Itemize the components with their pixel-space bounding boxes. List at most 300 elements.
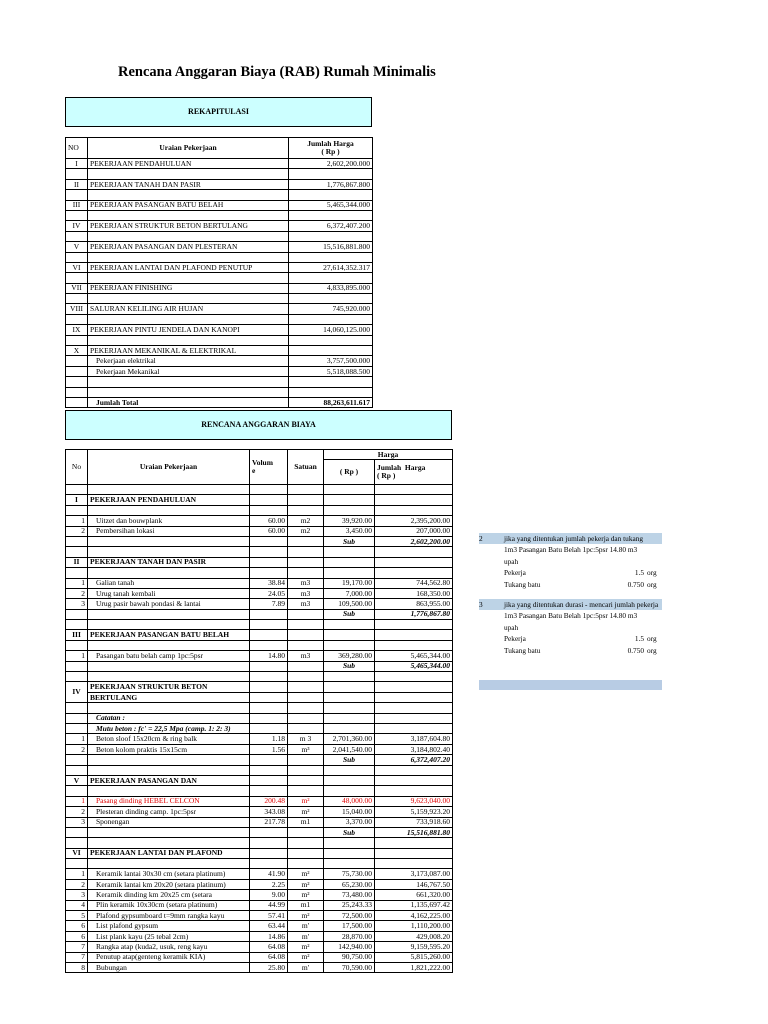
cell: [375, 505, 453, 515]
subtotal-row: [66, 755, 453, 765]
table-row: [66, 346, 373, 356]
document-title: Rencana Anggaran Biaya (RAB) Rumah Minimalis: [118, 64, 436, 80]
row-number: IV: [66, 221, 88, 231]
item-jumlah: 3,173,087.00: [375, 869, 453, 879]
cell: [324, 723, 375, 733]
cell: [66, 485, 88, 495]
cell: [324, 620, 375, 630]
cell: [88, 661, 250, 671]
cell: [289, 335, 373, 345]
cell: [250, 859, 288, 869]
sub-value: 3,757,500.000: [289, 356, 373, 366]
rab-table: [65, 449, 453, 973]
item-harga: 48,000.00: [324, 796, 375, 806]
cell: [88, 568, 250, 578]
item-number: 8: [66, 962, 88, 972]
side-note-row: [479, 579, 662, 590]
item-harga: 3,370.00: [324, 817, 375, 827]
section-title: PEKERJAAN TANAH DAN PASIR: [88, 557, 250, 567]
item-uraian: Penutup atap(genteng keramik KIA): [88, 952, 250, 962]
item-harga: 3,450.00: [324, 526, 375, 536]
cell: [324, 640, 375, 650]
spacer-row: [66, 377, 373, 387]
spacer-row: [66, 640, 453, 650]
item-row: [66, 599, 453, 609]
spacer-row: [66, 838, 453, 848]
item-uraian: Plafond gypsumboard t=9mm rangka kayu: [88, 911, 250, 921]
cell: [88, 859, 250, 869]
row-harga: 5,465,344.000: [289, 200, 373, 210]
cell: [88, 169, 289, 179]
item-satuan: m 3: [288, 734, 324, 744]
item-harga: 19,170.00: [324, 578, 375, 588]
item-volume: 14.86: [250, 931, 288, 941]
cell: [324, 682, 375, 692]
cell: [88, 547, 250, 557]
total-value: 88,263,611.617: [289, 397, 373, 407]
item-row: [66, 817, 453, 827]
cell: [88, 505, 250, 515]
item-volume: 64.08: [250, 952, 288, 962]
cell: [288, 827, 324, 837]
cell: [250, 505, 288, 515]
spacer-row: [66, 703, 453, 713]
cell: [324, 703, 375, 713]
item-satuan: m3: [288, 651, 324, 661]
sub-total: 15,516,881.80: [375, 827, 453, 837]
cell: [88, 252, 289, 262]
side-note-number: 2: [479, 534, 483, 543]
rekap-band: REKAPITULASI: [65, 97, 372, 127]
header-row: [66, 450, 453, 460]
header-no: NO: [66, 138, 88, 159]
item-uraian: Urug tanah kembali: [88, 588, 250, 598]
section-number: III: [66, 630, 88, 640]
header-uraian: Uraian Pekerjaan: [88, 138, 289, 159]
cell: [375, 547, 453, 557]
cell: [88, 190, 289, 200]
header-jumlah: Jumlah Harga ( Rp ): [375, 460, 453, 485]
section-number: V: [66, 775, 88, 785]
item-number: 2: [66, 744, 88, 754]
cell: [250, 827, 288, 837]
side-note: [479, 599, 662, 656]
spacer-row: [66, 169, 373, 179]
cell: [66, 620, 88, 630]
sub-total: 6,372,407.20: [375, 755, 453, 765]
side-note-value: 0.750: [627, 579, 644, 589]
item-number: 2: [66, 588, 88, 598]
cell: [324, 713, 375, 723]
cell: [324, 547, 375, 557]
spacer-row: [66, 252, 373, 262]
cell: [288, 640, 324, 650]
cell: [66, 356, 88, 366]
item-satuan: m1: [288, 900, 324, 910]
cell: [375, 765, 453, 775]
item-satuan: m2: [288, 526, 324, 536]
cell: [250, 485, 288, 495]
side-note-value: 1.5: [634, 568, 644, 578]
item-number: 7: [66, 942, 88, 952]
cell: [375, 672, 453, 682]
cell: [375, 495, 453, 505]
cell: [324, 859, 375, 869]
side-note-unit: org: [647, 645, 657, 655]
spacer-row: [66, 485, 453, 495]
row-number: VIII: [66, 304, 88, 314]
item-row: [66, 952, 453, 962]
side-note-value: 1.5: [634, 634, 644, 644]
item-volume: 2.25: [250, 879, 288, 889]
section-row: [66, 682, 453, 692]
cell: [289, 377, 373, 387]
cell: [288, 838, 324, 848]
spacer-row: [66, 765, 453, 775]
cell: [375, 630, 453, 640]
cell: [324, 630, 375, 640]
row-number: VI: [66, 262, 88, 272]
item-uraian: Sponengan: [88, 817, 250, 827]
item-harga: 2,041,540.00: [324, 744, 375, 754]
cell: [66, 838, 88, 848]
cell: [324, 672, 375, 682]
row-uraian: PEKERJAAN PASANGAN DAN PLESTERAN: [88, 242, 289, 252]
item-satuan: m2: [288, 516, 324, 526]
item-volume: 24.05: [250, 588, 288, 598]
item-volume: 1.56: [250, 744, 288, 754]
row-uraian: PEKERJAAN PINTU JENDELA DAN KANOPI: [88, 325, 289, 335]
table-row: [66, 356, 373, 366]
side-note-label: Pekerja: [504, 568, 526, 578]
sub-total: 1,776,867.80: [375, 609, 453, 619]
item-row: [66, 890, 453, 900]
side-note-unit: org: [647, 579, 657, 589]
cell: [88, 536, 250, 546]
item-jumlah: 1,821,222.00: [375, 962, 453, 972]
item-volume: 14.80: [250, 651, 288, 661]
item-jumlah: 863,955.00: [375, 599, 453, 609]
item-number: 6: [66, 921, 88, 931]
cell: [375, 775, 453, 785]
item-number: 2: [66, 879, 88, 889]
spacer-row: [66, 505, 453, 515]
row-number: I: [66, 159, 88, 169]
row-harga: 15,516,881.800: [289, 242, 373, 252]
cell: [250, 536, 288, 546]
item-uraian: Pasangan batu belah camp 1pc:5psr: [88, 651, 250, 661]
row-uraian: PEKERJAAN FINISHING: [88, 283, 289, 293]
item-uraian: Bubungan: [88, 962, 250, 972]
side-note-text: 1m3 Pasangan Batu Belah 1pc:5psr 14.80 m3: [504, 545, 638, 555]
item-harga: 65,230.00: [324, 879, 375, 889]
cell: [375, 848, 453, 858]
cell: [324, 568, 375, 578]
cell: [288, 713, 324, 723]
cell: [66, 169, 88, 179]
side-note-text: upah: [504, 556, 519, 566]
item-uraian: Beton kolom praktis 15x15cm: [88, 744, 250, 754]
header-rp: ( Rp ): [324, 460, 375, 485]
cell: [288, 786, 324, 796]
cell: [66, 713, 88, 723]
item-jumlah: 5,159,923.20: [375, 807, 453, 817]
cell: [66, 703, 88, 713]
item-satuan: m': [288, 962, 324, 972]
cell: [375, 568, 453, 578]
row-number: VII: [66, 283, 88, 293]
item-row: [66, 931, 453, 941]
cell: [288, 755, 324, 765]
item-uraian: Uitzet dan bouwplank: [88, 516, 250, 526]
cell: [324, 505, 375, 515]
cell: [88, 786, 250, 796]
section-number: II: [66, 557, 88, 567]
item-harga: 73,480.00: [324, 890, 375, 900]
cell: [250, 682, 288, 692]
spacer-row: [66, 210, 373, 220]
item-uraian: Urug pasir bawah pondasi & lantai: [88, 599, 250, 609]
section-number: VI: [66, 848, 88, 858]
cell: [288, 775, 324, 785]
item-volume: 60.00: [250, 526, 288, 536]
spacer-row: [66, 859, 453, 869]
cell: [288, 620, 324, 630]
cell: [288, 661, 324, 671]
item-volume: 38.84: [250, 578, 288, 588]
side-note-label: Pekerja: [504, 634, 526, 644]
item-satuan: m': [288, 921, 324, 931]
cell: [375, 682, 453, 692]
cell: [250, 786, 288, 796]
cell: [66, 640, 88, 650]
item-volume: 25.80: [250, 962, 288, 972]
item-volume: 343.08: [250, 807, 288, 817]
cell: [250, 630, 288, 640]
item-number: 3: [66, 599, 88, 609]
item-number: 3: [66, 890, 88, 900]
cell: [324, 485, 375, 495]
section-note: Mutu beton : fc' = 22,5 Mpa (camp. 1: 2: 3): [88, 723, 250, 733]
item-volume: 200.48: [250, 796, 288, 806]
cell: [88, 377, 289, 387]
side-note-title: jika yang ditentukan durasi - mencari jumlah pekerja: [504, 600, 659, 609]
header-satuan: Satuan: [288, 450, 324, 485]
cell: [375, 786, 453, 796]
item-satuan: m²: [288, 911, 324, 921]
item-jumlah: 9,159,595.20: [375, 942, 453, 952]
item-row: [66, 869, 453, 879]
table-row: [66, 304, 373, 314]
row-number: V: [66, 242, 88, 252]
section-note: Catatan :: [88, 713, 250, 723]
subtotal-row: [66, 661, 453, 671]
cell: [88, 827, 250, 837]
side-note-text: 1m3 Pasangan Batu Belah 1pc:5psr 14.80 m3: [504, 611, 638, 621]
cell: [250, 495, 288, 505]
item-harga: 90,750.00: [324, 952, 375, 962]
cell: [66, 314, 88, 324]
cell: [289, 314, 373, 324]
spacer-row: [66, 231, 373, 241]
item-row: [66, 921, 453, 931]
cell: [288, 703, 324, 713]
cell: [375, 485, 453, 495]
item-satuan: m3: [288, 599, 324, 609]
item-jumlah: 3,184,802.40: [375, 744, 453, 754]
cell: [289, 273, 373, 283]
cell: [66, 536, 88, 546]
item-row: [66, 588, 453, 598]
cell: [324, 848, 375, 858]
item-harga: 25,243.33: [324, 900, 375, 910]
item-volume: 44.99: [250, 900, 288, 910]
item-uraian: Pasang dinding HEBEL CELCON: [88, 796, 250, 806]
table-row: [66, 179, 373, 189]
item-satuan: m²: [288, 879, 324, 889]
section-row: [66, 630, 453, 640]
cell: [289, 169, 373, 179]
item-harga: 15,040.00: [324, 807, 375, 817]
cell: [250, 672, 288, 682]
item-row: [66, 911, 453, 921]
side-note-header: [479, 533, 662, 544]
cell: [324, 495, 375, 505]
row-uraian: PEKERJAAN PASANGAN BATU BELAH: [88, 200, 289, 210]
side-note-number: 3: [479, 600, 483, 609]
total-row: [66, 397, 373, 407]
spacer-row: [66, 620, 453, 630]
item-jumlah: 5,465,344.00: [375, 651, 453, 661]
cell: [288, 485, 324, 495]
cell: [250, 713, 288, 723]
item-harga: 39,920.00: [324, 516, 375, 526]
cell: [250, 547, 288, 557]
sub-total: 2,602,200.00: [375, 536, 453, 546]
item-uraian: Plin keramik 10x30cm (setara platinum): [88, 900, 250, 910]
cell: [66, 397, 88, 407]
cell: [288, 672, 324, 682]
cell: [324, 786, 375, 796]
item-satuan: m²: [288, 796, 324, 806]
cell: [288, 505, 324, 515]
cell: [66, 190, 88, 200]
item-volume: 1.18: [250, 734, 288, 744]
row-number: IX: [66, 325, 88, 335]
section-title: PEKERJAAN STRUKTUR BETON: [88, 682, 250, 692]
spacer-row: [66, 387, 373, 397]
cell: [66, 505, 88, 515]
side-note-line: [479, 610, 662, 621]
item-uraian: Plesteran dinding camp. 1pc:5psr: [88, 807, 250, 817]
note-row: [66, 723, 453, 733]
cell: [66, 609, 88, 619]
item-row: [66, 744, 453, 754]
header-harga: Jumlah Harga ( Rp ): [289, 138, 373, 159]
header-row: [66, 138, 373, 159]
cell: [250, 620, 288, 630]
item-row: [66, 900, 453, 910]
row-uraian: PEKERJAAN PENDAHULUAN: [88, 159, 289, 169]
item-jumlah: 2,395,200.00: [375, 516, 453, 526]
item-uraian: Keramik lantai km 20x20 (setara platinum): [88, 879, 250, 889]
item-row: [66, 578, 453, 588]
row-uraian: PEKERJAAN LANTAI DAN PLAFOND PENUTUP: [88, 262, 289, 272]
side-note-header: [479, 599, 662, 610]
cell: [250, 557, 288, 567]
side-note-title: jika yang ditentukan jumlah pekerja dan tukang: [504, 534, 644, 543]
cell: [288, 859, 324, 869]
cell: [289, 387, 373, 397]
cell: [288, 568, 324, 578]
table-row: [66, 242, 373, 252]
cell: [88, 703, 250, 713]
item-uraian: Keramik lantai 30x30 cm (setara platinum): [88, 869, 250, 879]
item-row: [66, 651, 453, 661]
side-note-row: [479, 633, 662, 644]
spacer-row: [66, 786, 453, 796]
section-row: [66, 557, 453, 567]
row-harga: 745,920.000: [289, 304, 373, 314]
item-volume: 64.08: [250, 942, 288, 952]
row-uraian: PEKERJAAN STRUKTUR BETON BERTULANG: [88, 221, 289, 231]
cell: [250, 775, 288, 785]
cell: [88, 672, 250, 682]
header-harga: Harga: [324, 450, 453, 460]
cell: [66, 661, 88, 671]
side-note-label: Tukang batu: [504, 645, 541, 655]
section-row: [66, 775, 453, 785]
section-row: [66, 692, 453, 702]
cell: [288, 682, 324, 692]
item-uraian: List plank kayu (25 tebal 2cm): [88, 931, 250, 941]
cell: [66, 859, 88, 869]
cell: [66, 786, 88, 796]
cell: [375, 838, 453, 848]
cell: [66, 294, 88, 304]
item-jumlah: 3,187,604.80: [375, 734, 453, 744]
subtotal-row: [66, 536, 453, 546]
item-jumlah: 661,320.00: [375, 890, 453, 900]
cell: [88, 609, 250, 619]
section-title: PEKERJAAN PASANGAN DAN: [88, 775, 250, 785]
cell: [289, 231, 373, 241]
side-note-unit: org: [647, 568, 657, 578]
cell: [375, 620, 453, 630]
item-harga: 70,590.00: [324, 962, 375, 972]
item-number: 1: [66, 651, 88, 661]
cell: [88, 620, 250, 630]
cell: [66, 755, 88, 765]
cell: [289, 210, 373, 220]
item-number: 2: [66, 526, 88, 536]
row-harga: 14,060,125.000: [289, 325, 373, 335]
cell: [88, 485, 250, 495]
spacer-row: [66, 294, 373, 304]
rekap-table: [65, 137, 373, 408]
item-number: 4: [66, 900, 88, 910]
spacer-row: [66, 568, 453, 578]
side-note-line: [479, 544, 662, 555]
item-harga: 17,500.00: [324, 921, 375, 931]
sub-label: Sub: [324, 827, 375, 837]
side-note-text: upah: [504, 622, 519, 632]
cell: [88, 765, 250, 775]
cell: [289, 252, 373, 262]
item-uraian: Galian tanah: [88, 578, 250, 588]
item-number: 1: [66, 578, 88, 588]
cell: [88, 640, 250, 650]
